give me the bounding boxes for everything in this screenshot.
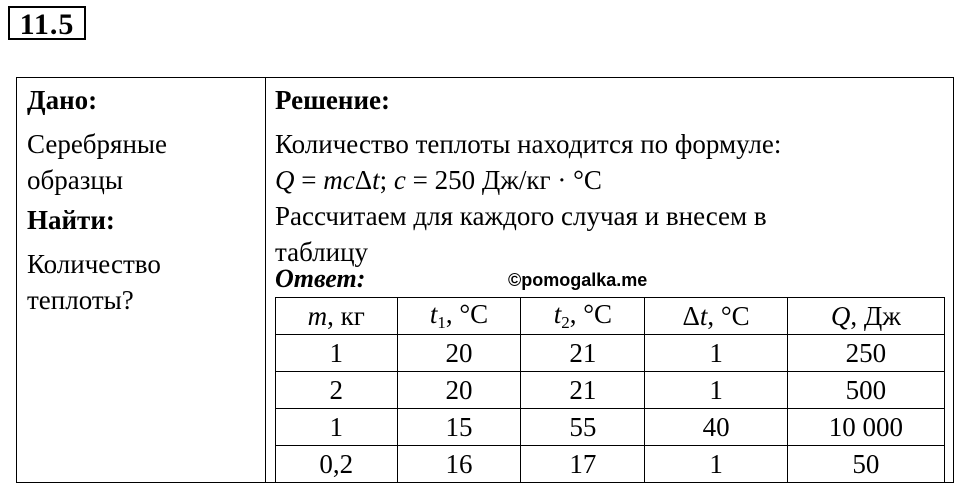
solution-heading: Решение: xyxy=(275,85,390,115)
given-text-line2: образцы xyxy=(27,165,123,195)
table-cell: 21 xyxy=(521,372,645,409)
table-cell: 55 xyxy=(521,409,645,446)
given-text xyxy=(27,126,265,198)
table-row xyxy=(276,335,945,372)
table-cell: 1 xyxy=(276,409,398,446)
table-row xyxy=(276,372,945,409)
table-cell: 40 xyxy=(645,409,787,446)
given-column xyxy=(17,78,266,482)
formula-c-value: 250 Дж/кг · °С xyxy=(434,165,602,195)
find-heading: Найти: xyxy=(27,205,115,235)
find-text-line2: теплоты? xyxy=(27,285,134,315)
table-cell: 17 xyxy=(521,446,645,483)
table-cell: 50 xyxy=(787,446,944,483)
results-table xyxy=(275,297,945,483)
heat-formula: Q = mcΔt; c = 250 Дж/кг · °С xyxy=(275,165,602,195)
header-mass: m, кг xyxy=(276,298,398,335)
find-text-line1: Количество xyxy=(27,249,161,279)
header-t2: $t_2$, °С xyxy=(521,298,645,335)
table-cell: 21 xyxy=(521,335,645,372)
header-heat: Q, Дж xyxy=(787,298,944,335)
table-cell: 0,2 xyxy=(276,446,398,483)
table-cell: 1 xyxy=(276,335,398,372)
table-row xyxy=(276,446,945,483)
table-cell: 1 xyxy=(645,446,787,483)
solution-line1: Количество теплоты находится по формуле: xyxy=(275,129,782,159)
table-row xyxy=(276,409,945,446)
table-header-row xyxy=(276,298,945,335)
watermark: ©pomogalka.me xyxy=(508,270,648,290)
table-cell: 1 xyxy=(645,335,787,372)
solution-layout xyxy=(16,77,954,483)
header-t1: $t_1$, °С xyxy=(397,298,521,335)
table-cell: 250 xyxy=(787,335,944,372)
problem-number: 11.5 xyxy=(8,6,86,40)
table-cell: 16 xyxy=(397,446,521,483)
table-cell: 2 xyxy=(276,372,398,409)
given-text-line1: Серебряные xyxy=(27,129,168,159)
answer-row xyxy=(275,264,953,300)
header-delta-t: Δt, °С xyxy=(645,298,787,335)
find-text xyxy=(27,246,265,318)
table-cell: 20 xyxy=(397,335,521,372)
table-cell: 500 xyxy=(787,372,944,409)
table-cell: 1 xyxy=(645,372,787,409)
solution-line4: таблицу xyxy=(275,237,369,267)
table-cell: 20 xyxy=(397,372,521,409)
table-cell: 10 000 xyxy=(787,409,944,446)
table-cell: 15 xyxy=(397,409,521,446)
solution-line3: Рассчитаем для каждого случая и внесем в xyxy=(275,201,767,231)
given-heading: Дано: xyxy=(27,85,98,115)
answer-label: Ответ: xyxy=(275,264,366,293)
